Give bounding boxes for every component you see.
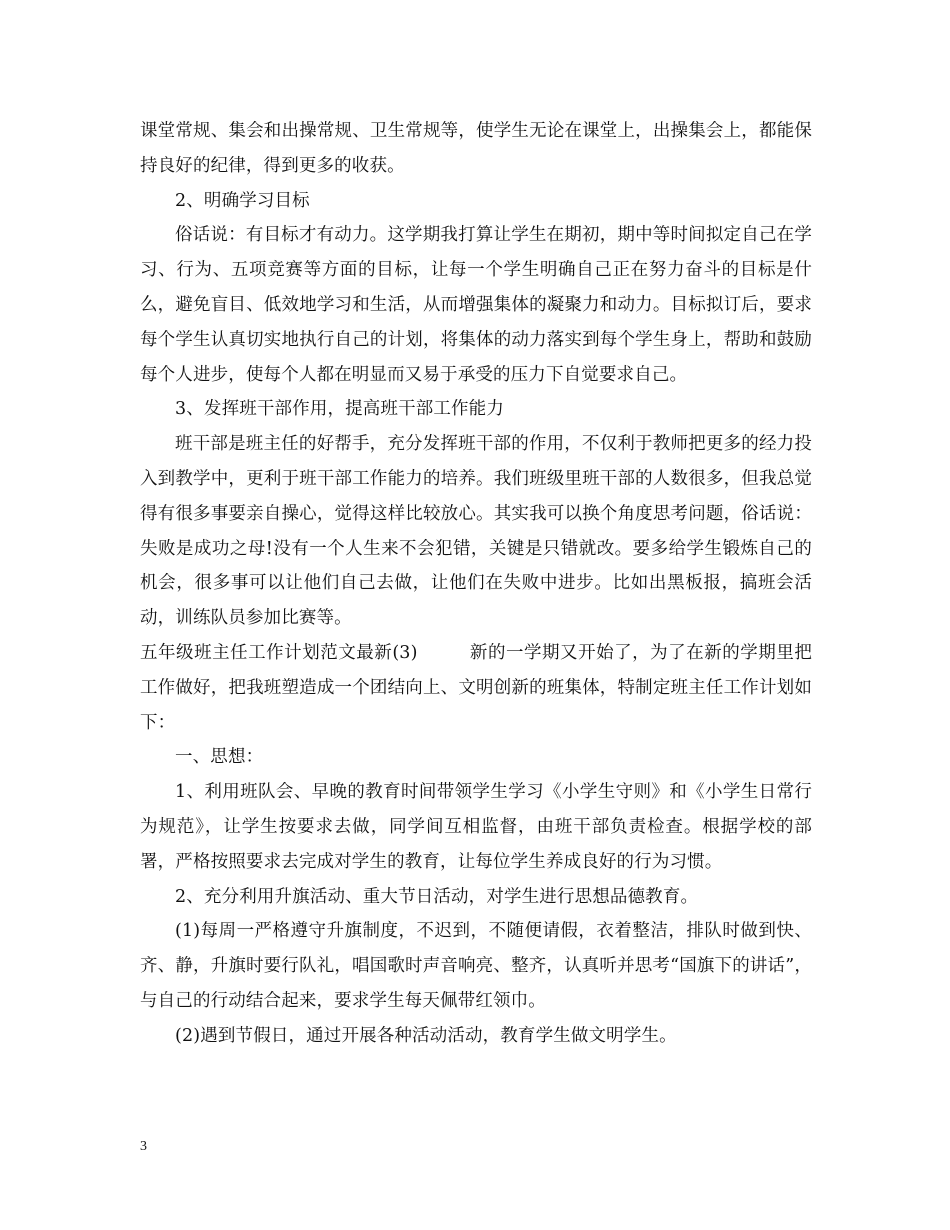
heading-learning-goals: 2、明确学习目标 [175,190,310,211]
paragraph-monday-flag: (1)每周一严格遵守升旗制度，不迟到，不随便请假，衣着整洁，排队时做到快、齐、静，升旗时要行队礼，唱国歌时声音响亮、整齐，认真听并思考“国旗下的讲话”，与自己的行动结合起来，要求学生每天佩带红领巾。 [140,921,812,1011]
paragraph-routine-rules: 课堂常规、集会和出操常规、卫生常规等，使学生无论在课堂上，出操集会上，都能保持良好的纪律，得到更多的收获。 [140,121,812,176]
document-body [140,114,812,1054]
page-number: 3 [140,1139,147,1154]
paragraph-code-of-conduct: 1、利用班队会、早晚的教育时间带领学生学习《小学生守则》和《小学生日常行为规范》，让学生按要求去做，同学间互相监督，由班干部负责检查。根据学校的部署，严格按照要求去完成对学生的教育，让每位学生养成良好的行为习惯。 [140,782,812,872]
heading-class-cadres: 3、发挥班干部作用，提高班干部工作能力 [175,399,504,420]
paragraph-holidays: (2)遇到节假日，通过开展各种活动活动，教育学生做文明学生。 [175,1025,677,1046]
section-intro-text: 新的一学期又开始了，为了在新的学期里把工作做好，把我班塑造成一个团结向上、文明创新的班集体，特制定班主任工作计划如下： [140,642,812,733]
section-heading: 五年级班主任工作计划范文最新(3) [140,642,418,663]
paragraph-class-cadres: 班干部是班主任的好帮手，充分发挥班干部的作用，不仅利于教师把更多的经力投入到教学中，更利于班干部工作能力的培养。我们班级里班干部的人数很多，但我总觉得有很多事要亲自操心，觉得这样比较放心。其实我可以换个角度思考问题，俗话说：失败是成功之母!没有一个人生来不会犯错，关键是只错就改。要多给学生锻炼自己的机会，很多事可以让他们自己去做，让他们在失败中进步。比如出黑板报，搞班会活动，训练队员参加比赛等。 [140,434,812,629]
paragraph-flag-raising: 2、充分利用升旗活动、重大节日活动，对学生进行思想品德教育。 [175,886,699,907]
section-intro-paragraph [140,636,812,740]
heading-ideology: 一、思想： [175,747,264,768]
paragraph-learning-goals: 俗话说：有目标才有动力。这学期我打算让学生在期初，期中等时间拟定自己在学习、行为、五项竞赛等方面的目标，让每一个学生明确自己正在努力奋斗的目标是什么，避免盲目、低效地学习和生活，从而增强集体的凝聚力和动力。目标拟订后，要求每个学生认真切实地执行自己的计划，将集体的动力落实到每个学生身上，帮助和鼓励每个人进步，使每个人都在明显而又易于承受的压力下自觉要求自己。 [140,225,812,385]
